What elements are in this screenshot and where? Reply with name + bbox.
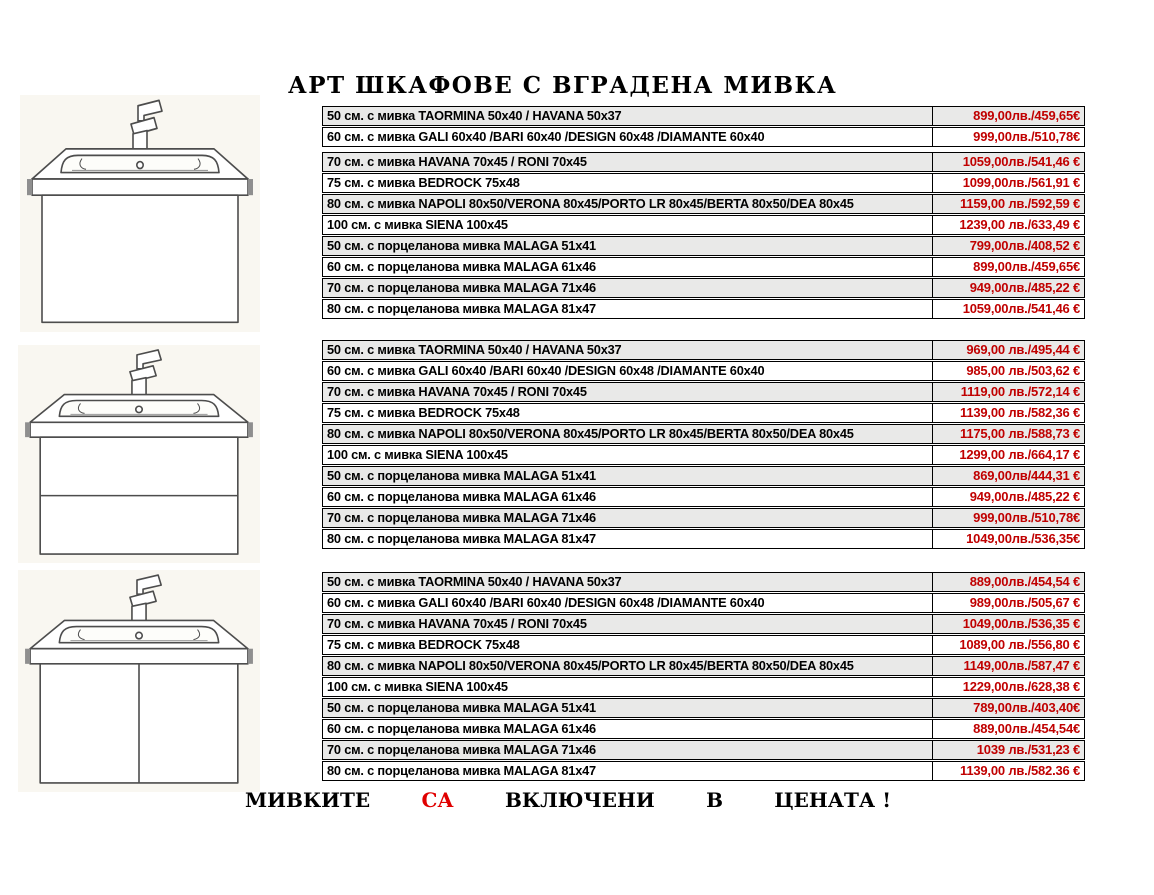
price-row: [322, 152, 1085, 172]
product-label: 80 см. с порцеланова мивка MALAGA 81x47: [323, 762, 933, 780]
price-row: [322, 508, 1085, 528]
footer-word: ЦЕНАТА !: [774, 788, 891, 812]
product-label: 80 см. с порцеланова мивка MALAGA 81x47: [323, 300, 933, 318]
price-row: [322, 299, 1085, 319]
price-value: 999,00лв./510,78€: [973, 129, 1080, 144]
footer-word: ВКЛЮЧЕНИ: [504, 788, 655, 812]
price-value: 889,00лв./454,54€: [973, 721, 1080, 736]
product-label: 60 см. с мивка GALI 60x40 /BARI 60x40 /DESIGN 60x48 /DIAMANTE 60x40: [323, 362, 933, 380]
price-value: 1059,00лв./541,46 €: [962, 154, 1080, 169]
price-value: 989,00лв./505,67 €: [969, 595, 1080, 610]
product-label: 70 см. с порцеланова мивка MALAGA 71x46: [323, 741, 933, 759]
price-value: 869,00лв/444,31 €: [973, 468, 1080, 483]
price-value: 1149,00лв./587,47 €: [963, 658, 1080, 673]
price-value: 789,00лв./403,40€: [973, 700, 1080, 715]
product-label: 100 см. с мивка SIENA 100x45: [323, 678, 933, 696]
price-table-2: [322, 340, 1085, 550]
product-label: 50 см. с порцеланова мивка MALAGA 51x41: [323, 467, 933, 485]
price-row: [322, 278, 1085, 298]
price-row: [322, 572, 1085, 592]
price-value: 1089,00 лв./556,80 €: [959, 637, 1080, 652]
product-label: 75 см. с мивка BEDROCK 75x48: [323, 404, 933, 422]
price-value: 1175,00 лв./588,73 €: [960, 426, 1080, 441]
product-label: 100 см. с мивка SIENA 100x45: [323, 216, 933, 234]
price-row: [322, 740, 1085, 760]
page-title: АРТ ШКАФОВЕ С ВГРАДЕНА МИВКА: [288, 72, 838, 99]
price-row: [322, 761, 1085, 781]
price-row: [322, 215, 1085, 235]
product-label: 70 см. с мивка HAVANA 70x45 / RONI 70x45: [323, 615, 933, 633]
price-row: [322, 656, 1085, 676]
price-value: 949,00лв./485,22 €: [969, 489, 1080, 504]
price-value: 1039 лв./531,23 €: [976, 742, 1080, 757]
price-table-1: [322, 106, 1085, 320]
product-label: 80 см. с мивка NAPOLI 80x50/VERONA 80x45/PORTO LR 80x45/BERTA 80x50/DEA 80x45: [323, 657, 933, 675]
product-label: 80 см. с порцеланова мивка MALAGA 81x47: [323, 530, 933, 548]
price-row: [322, 487, 1085, 507]
footer-note: [245, 788, 891, 812]
price-value: 899,00лв./459,65€: [973, 108, 1080, 123]
price-row: [322, 614, 1085, 634]
price-value: 1139,00 лв./582.36 €: [960, 763, 1080, 778]
product-label: 70 см. с мивка HAVANA 70x45 / RONI 70x45: [323, 383, 933, 401]
price-value: 1239,00 лв./633,49 €: [959, 217, 1080, 232]
cabinet-two-doors-drawing: [18, 570, 260, 792]
price-value: 1119,00 лв./572,14 €: [960, 384, 1080, 399]
price-row: [322, 361, 1085, 381]
price-row: [322, 236, 1085, 256]
price-row: [322, 257, 1085, 277]
cabinet-icon: [18, 570, 260, 792]
footer-word-accent: СА: [421, 788, 454, 812]
product-label: 60 см. с мивка GALI 60x40 /BARI 60x40 /DESIGN 60x48 /DIAMANTE 60x40: [323, 128, 933, 146]
price-value: 1229,00лв./628,38 €: [962, 679, 1080, 694]
price-row: [322, 719, 1085, 739]
product-label: 70 см. с мивка HAVANA 70x45 / RONI 70x45: [323, 153, 933, 171]
cabinet-icon: [20, 95, 260, 332]
price-value: 969,00 лв./495,44 €: [966, 342, 1080, 357]
price-row: [322, 424, 1085, 444]
price-value: 899,00лв./459,65€: [973, 259, 1080, 274]
price-value: 1059,00лв./541,46 €: [962, 301, 1080, 316]
price-row: [322, 403, 1085, 423]
price-table-3: [322, 572, 1085, 782]
price-value: 799,00лв./408,52 €: [969, 238, 1080, 253]
footer-word: МИВКИТЕ: [245, 788, 371, 812]
product-label: 70 см. с порцеланова мивка MALAGA 71x46: [323, 509, 933, 527]
price-value: 1049,00лв./536,35€: [966, 531, 1080, 546]
price-value: 1099,00лв./561,91 €: [962, 175, 1080, 190]
product-label: 60 см. с порцеланова мивка MALAGA 61x46: [323, 720, 933, 738]
price-row: [322, 173, 1085, 193]
price-value: 985,00 лв./503,62 €: [966, 363, 1080, 378]
product-label: 75 см. с мивка BEDROCK 75x48: [323, 174, 933, 192]
price-row: [322, 340, 1085, 360]
price-row: [322, 127, 1085, 147]
price-row: [322, 593, 1085, 613]
price-value: 1139,00 лв./582,36 €: [960, 405, 1080, 420]
cabinet-icon: [18, 345, 260, 563]
product-label: 50 см. с мивка TAORMINA 50x40 / HAVANA 50x37: [323, 107, 933, 125]
price-row: [322, 698, 1085, 718]
product-label: 70 см. с порцеланова мивка MALAGA 71x46: [323, 279, 933, 297]
price-value: 949,00лв./485,22 €: [969, 280, 1080, 295]
price-row: [322, 445, 1085, 465]
product-label: 100 см. с мивка SIENA 100x45: [323, 446, 933, 464]
price-value: 999,00лв./510,78€: [973, 510, 1080, 525]
product-label: 50 см. с порцеланова мивка MALAGA 51x41: [323, 237, 933, 255]
product-label: 60 см. с мивка GALI 60x40 /BARI 60x40 /DESIGN 60x48 /DIAMANTE 60x40: [323, 594, 933, 612]
product-label: 60 см. с порцеланова мивка MALAGA 61x46: [323, 488, 933, 506]
product-label: 50 см. с порцеланова мивка MALAGA 51x41: [323, 699, 933, 717]
cabinet-single-front-drawing: [20, 95, 260, 332]
price-row: [322, 382, 1085, 402]
price-row: [322, 194, 1085, 214]
price-row: [322, 529, 1085, 549]
footer-word: В: [706, 788, 723, 812]
price-value: 889,00лв./454,54 €: [969, 574, 1080, 589]
product-label: 75 см. с мивка BEDROCK 75x48: [323, 636, 933, 654]
price-row: [322, 106, 1085, 126]
product-label: 80 см. с мивка NAPOLI 80x50/VERONA 80x45/PORTO LR 80x45/BERTA 80x50/DEA 80x45: [323, 425, 933, 443]
price-row: [322, 466, 1085, 486]
price-value: 1159,00 лв./592,59 €: [960, 196, 1080, 211]
price-row: [322, 635, 1085, 655]
product-label: 80 см. с мивка NAPOLI 80x50/VERONA 80x45/PORTO LR 80x45/BERTA 80x50/DEA 80x45: [323, 195, 933, 213]
price-row: [322, 677, 1085, 697]
product-label: 60 см. с порцеланова мивка MALAGA 61x46: [323, 258, 933, 276]
cabinet-two-drawers-drawing: [18, 345, 260, 563]
price-value: 1049,00лв./536,35 €: [962, 616, 1080, 631]
product-label: 50 см. с мивка TAORMINA 50x40 / HAVANA 50x37: [323, 341, 933, 359]
product-label: 50 см. с мивка TAORMINA 50x40 / HAVANA 50x37: [323, 573, 933, 591]
price-value: 1299,00 лв./664,17 €: [959, 447, 1080, 462]
